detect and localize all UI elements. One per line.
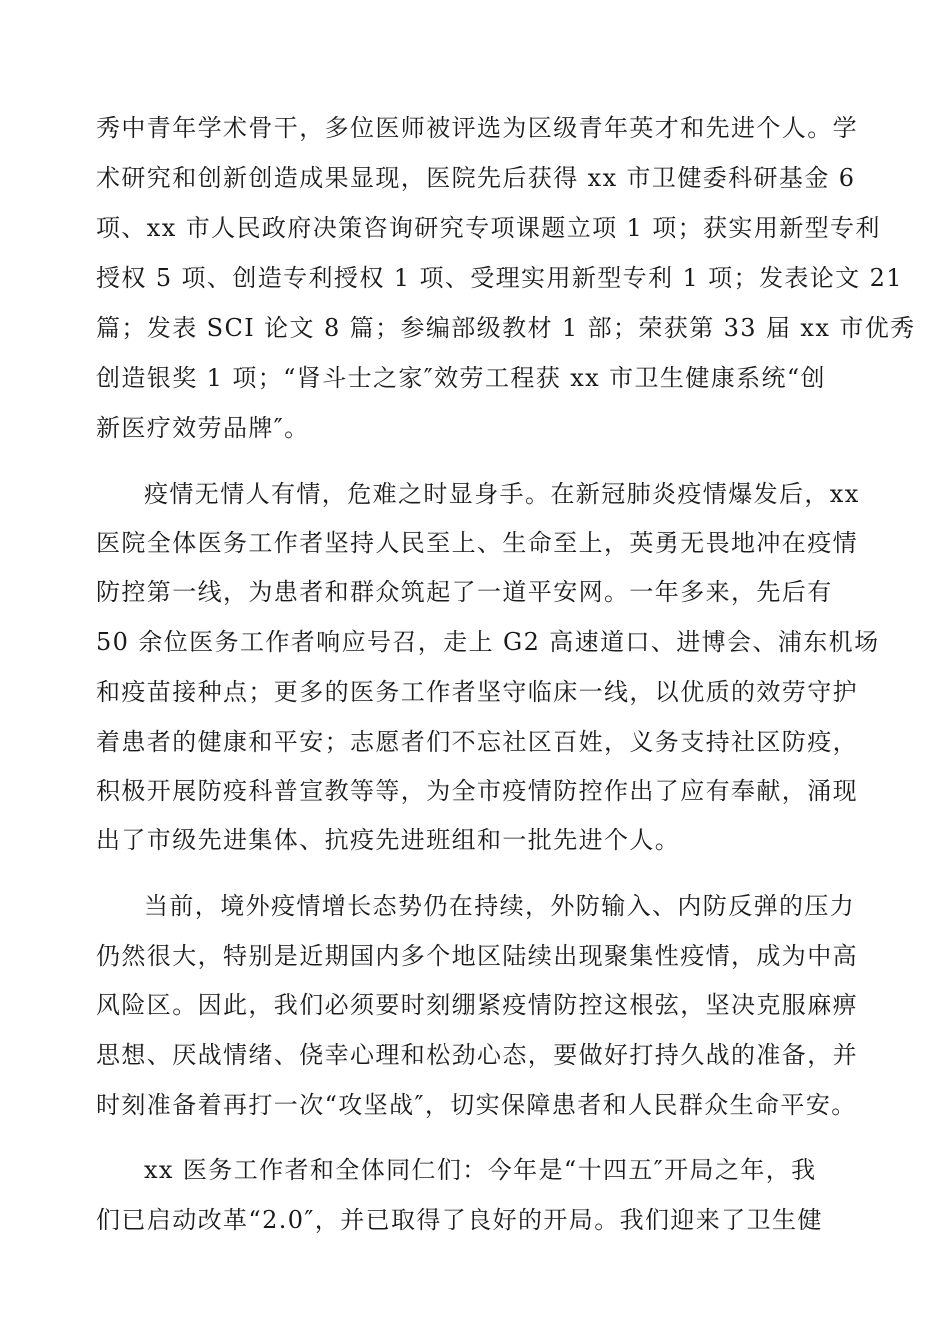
paragraph-2-line-1: 疫情无情人有情，危难之时显身手。在新冠肺炎疫情爆发后，xx bbox=[144, 480, 860, 508]
paragraph-1-line-4: 授权 5 项、创造专利授权 1 项、受理实用新型专利 1 项；发表论文 21 bbox=[96, 264, 903, 292]
paragraph-3-line-2: 仍然很大，特别是近期国内多个地区陆续出现聚集性疫情，成为中高 bbox=[96, 942, 858, 970]
paragraph-1-line-3: 项、xx 市人民政府决策咨询研究专项课题立项 1 项；获实用新型专利 bbox=[96, 214, 881, 242]
paragraph-2-line-2: 医院全体医务工作者坚持人民至上、生命至上，英勇无畏地冲在疫情 bbox=[96, 529, 858, 557]
paragraph-2-line-6: 着患者的健康和平安；志愿者们不忘社区百姓，义务支持社区防疫， bbox=[96, 728, 858, 756]
paragraph-3-line-5: 时刻准备着再打一次“攻坚战″，切实保障患者和人民群众生命平安。 bbox=[96, 1091, 857, 1119]
paragraph-4-line-1: xx 医务工作者和全体同仁们：今年是“十四五″开局之年，我 bbox=[144, 1156, 817, 1184]
paragraph-3-line-3: 风险区。因此，我们必须要时刻绷紧疫情防控这根弦，坚决克服麻痹 bbox=[96, 991, 858, 1019]
paragraph-3-line-4: 思想、厌战情绪、侥幸心理和松劲心态，要做好打持久战的准备，并 bbox=[96, 1041, 858, 1069]
paragraph-2-line-8: 出了市级先进集体、抗疫先进班组和一批先进个人。 bbox=[96, 826, 681, 854]
paragraph-1-line-5: 篇；发表 SCI 论文 8 篇；参编部级教材 1 部；荣获第 33 届 xx 市优秀 bbox=[96, 314, 916, 342]
paragraph-4-line-2: 们已启动改革“2.0″，并已取得了良好的开局。我们迎来了卫生健 bbox=[96, 1206, 823, 1234]
paragraph-2-line-3: 防控第一线，为患者和群众筑起了一道平安网。一年多来，先后有 bbox=[96, 578, 833, 606]
paragraph-3-line-1: 当前，境外疫情增长态势仍在持续，外防输入、内防反弹的压力 bbox=[144, 892, 856, 920]
paragraph-1-line-7: 新医疗效劳品牌″。 bbox=[96, 414, 310, 442]
paragraph-1-line-6: 创造银奖 1 项；“肾斗士之家″效劳工程获 xx 市卫生健康系统“创 bbox=[96, 364, 826, 392]
paragraph-2-line-7: 积极开展防疫科普宣教等等，为全市疫情防控作出了应有奉献，涌现 bbox=[96, 777, 858, 805]
paragraph-1-line-1: 秀中青年学术骨干，多位医师被评选为区级青年英才和先进个人。学 bbox=[96, 114, 858, 142]
paragraph-2-line-5: 和疫苗接种点；更多的医务工作者坚守临床一线，以优质的效劳守护 bbox=[96, 678, 858, 706]
paragraph-2-line-4: 50 余位医务工作者响应号召，走上 G2 高速道口、进博会、浦东机场 bbox=[96, 628, 880, 656]
paragraph-1-line-2: 术研究和创新创造成果显现，医院先后获得 xx 市卫健委科研基金 6 bbox=[96, 164, 856, 192]
